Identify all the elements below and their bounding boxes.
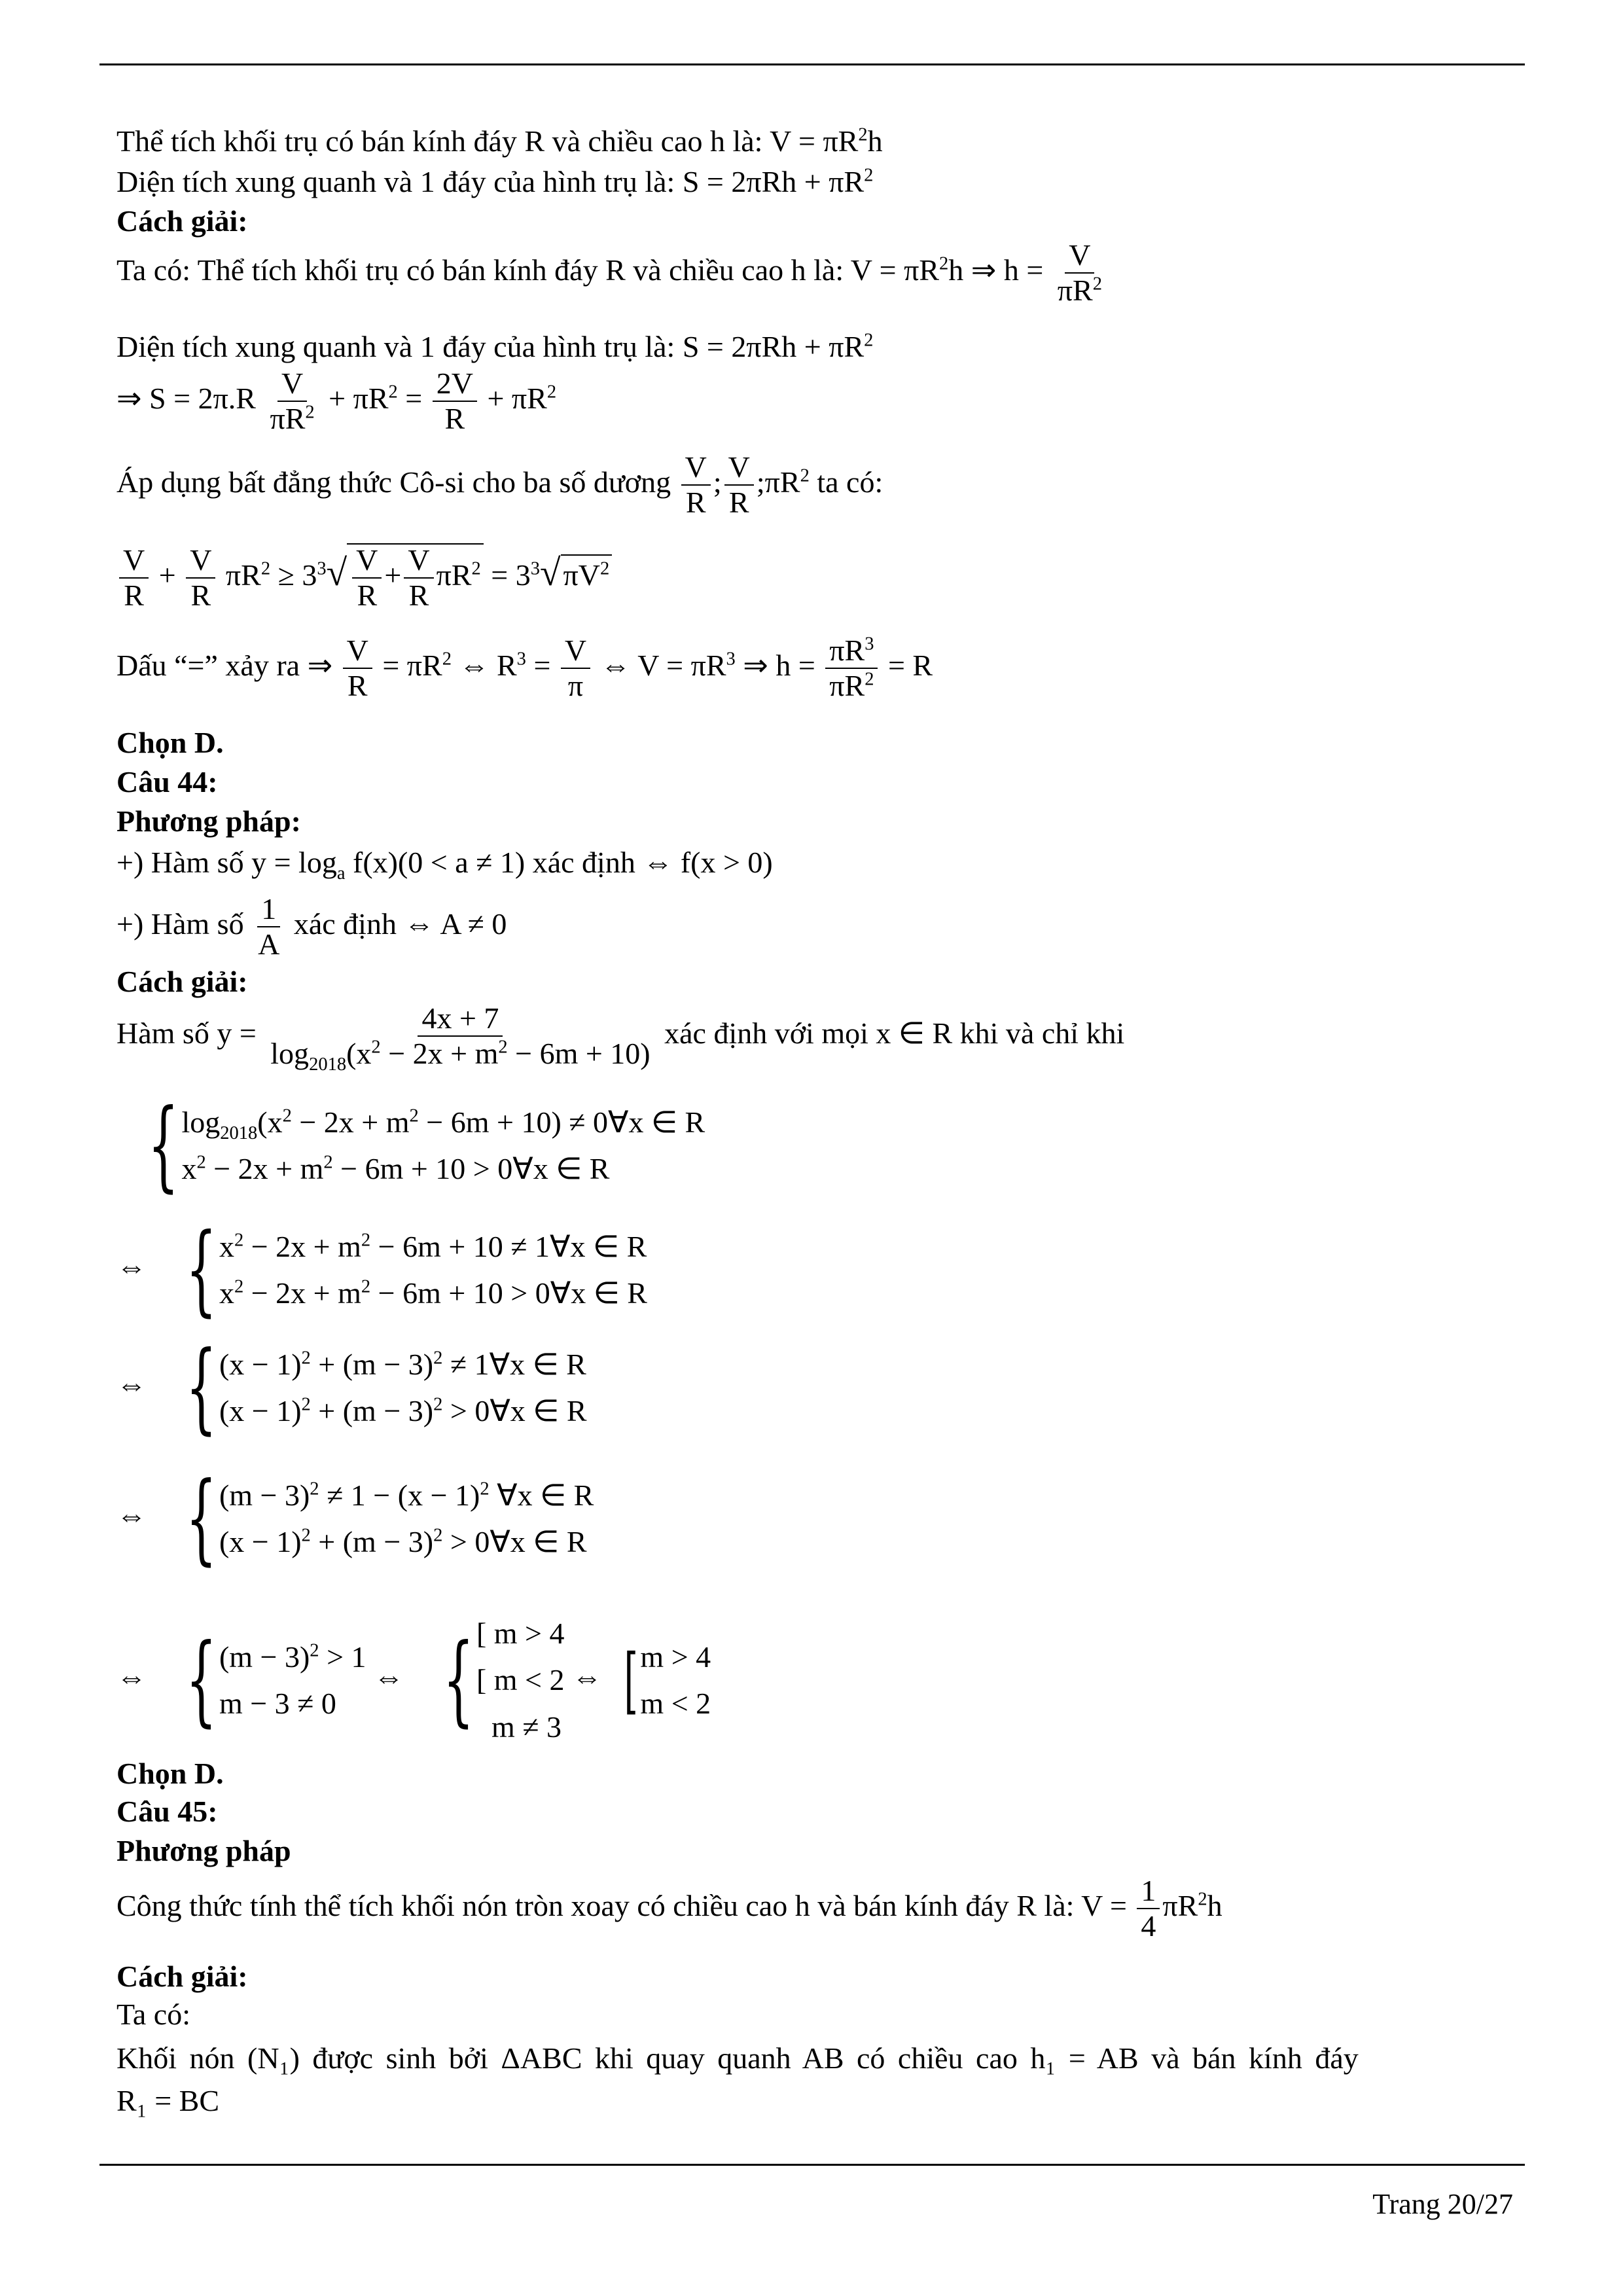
text: Dấu “=” xảy ra	[116, 648, 300, 682]
line-cone-n1: Khối nón (N₁) được sinh bởi ΔABC khi quay quanh AB có chiều cao h₁ = AB và bán kính đáy	[116, 2041, 1359, 2075]
fraction: $\frac{V}{R}$	[186, 545, 215, 612]
heading-cach-giai-2: Cách giải:	[116, 965, 248, 998]
line-equality: Dấu “=” xảy ra ⇒ $\frac{V}{R}$ = $\pi R^2$ ⇔ $R^3$ = $\frac{V}{\pi}$ ⇔ $V = \pi R^3$ ⇒ h = $\frac{\pi R^3}{\pi R^2}$ = R	[116, 634, 933, 703]
line-area-2: Diện tích xung quanh và 1 đáy của hình trụ là: $S = 2\pi Rh + \pi R^2$	[116, 330, 874, 363]
text: Thể tích khối trụ có bán kính đáy R và chiều cao h là:	[116, 124, 763, 158]
text: +) Hàm số	[116, 906, 244, 941]
fraction: $\frac{V}{R}$	[724, 452, 754, 519]
fraction: $\frac{V}{R}$	[119, 545, 149, 612]
fraction: $\frac{1}{4}$	[1137, 1875, 1160, 1943]
fraction: $\frac{V}{R}$	[343, 635, 372, 702]
footer-rule	[99, 2164, 1525, 2166]
line-ta-co: Ta có:	[116, 1998, 191, 2031]
answer-1: Chọn D.	[116, 726, 224, 759]
system-2: ⇔ { $x^2 - 2x + m^2 - 6m + 10$ ≠ 1∀x ∈ R $x^2 - 2x + m^2 - 6m + 10$ > 0∀x ∈ R	[116, 1213, 647, 1327]
line-log-domain: +) Hàm số $y = \log_a f(x)(0 < a \ne 1)$ xác định ⇔ f(x > 0)	[116, 846, 773, 884]
text: Diện tích xung quanh và 1 đáy của hình trụ là:	[116, 165, 675, 198]
fraction: $\frac{\pi R^3}{\pi R^2}$	[825, 635, 878, 702]
fraction: $\frac{V}{R}$	[681, 452, 711, 519]
page-number: Trang 20/27	[1372, 2188, 1513, 2220]
text: xác định với mọi	[664, 1016, 868, 1050]
line-r1: R₁ = BC	[116, 2084, 220, 2117]
fraction: $\frac{1}{A}$	[258, 892, 280, 961]
answer-2: Chọn D.	[116, 1757, 224, 1790]
system-3: ⇔ { $(x - 1)^2 + (m - 3)^2$ ≠ 1∀x ∈ R $(x - 1)^2 + (m - 3)^2$ > 0∀x ∈ R	[116, 1331, 587, 1444]
fraction: $\frac{V}{\pi}$	[561, 635, 590, 702]
fraction: $\frac{V}{R}$	[352, 545, 382, 612]
text: Áp dụng bất đẳng thức Cô-si cho ba số dương	[116, 465, 671, 499]
header-rule	[99, 63, 1525, 65]
line-cauchy: Áp dụng bất đẳng thức Cô-si cho ba số dương $\frac{V}{R}$ ; $\frac{V}{R}$ $;\pi R^2$ ta có:	[116, 450, 883, 520]
line-s-substitution: ⇒ S = 2π.R $\frac{V}{\pi R^2}$ + $\pi R^2$ = $\frac{2V}{R}$ + $\pi R^2$	[116, 367, 557, 436]
system-1: { $\log_{2018}(x^2 - 2x + m^2 - 6m + 10)$ ≠ 0∀x ∈ R $x^2 - 2x + m^2 - 6m + 10$ > 0∀x ∈ R	[147, 1088, 705, 1202]
line-solution-1: Ta có: Thể tích khối trụ có bán kính đáy R và chiều cao h là: $V = \pi R^2h$ ⇒ h = $\frac{V}{\pi R^2}$	[116, 240, 1109, 307]
text: +) Hàm số	[116, 846, 244, 879]
heading-cau-44: Câu 44:	[116, 765, 218, 798]
text: khi và chỉ khi	[959, 1016, 1125, 1050]
heading-phuong-phap-44: Phương pháp:	[116, 804, 301, 838]
line-cone-formula: Công thức tính thể tích khối nón tròn xoay có chiều cao h và bán kính đáy R là: V = $\frac{1}{4}$ $\pi R^2h$	[116, 1874, 1222, 1943]
text: Diện tích xung quanh và 1 đáy của hình trụ là:	[116, 330, 675, 363]
fraction: $\frac{V}{\pi R^2}$	[1057, 238, 1102, 308]
text: ta có:	[817, 465, 883, 499]
line-function: Hàm số y = $\frac{4x + 7}{\log_{2018}(x^2 - 2x + m^2 - 6m + 10)}$ xác định với mọi x ∈ R khi và chỉ khi	[116, 1001, 1125, 1075]
heading-phuong-phap-45: Phương pháp	[116, 1834, 291, 1867]
line-volume-formula: Thể tích khối trụ có bán kính đáy R và chiều cao h là: $V = \pi R^2h$	[116, 124, 883, 158]
heading-cau-45: Câu 45:	[116, 1795, 218, 1828]
fraction: $\frac{4x + 7}{\log_{2018}(x^2 - 2x + m^2 - 6m + 10)}$	[270, 1001, 651, 1075]
text: xác định	[293, 906, 397, 941]
line-fraction-domain: +) Hàm số $\frac{1}{A}$ xác định ⇔ A ≠ 0	[116, 892, 507, 961]
fraction: $\frac{V}{R}$	[404, 545, 433, 612]
text: Hàm số	[116, 1016, 209, 1050]
heading-cach-giai-1: Cách giải:	[116, 204, 248, 238]
heading-cach-giai-3: Cách giải:	[116, 1960, 248, 1993]
system-4: ⇔ { $(m - 3)^2 \ne 1 - (x - 1)^2$ ∀x ∈ R $(x - 1)^2 + (m - 3)^2$ > 0∀x ∈ R	[116, 1462, 594, 1575]
text: Ta có: Thể tích khối trụ có bán kính đáy R và chiều cao h là:	[116, 253, 844, 287]
text: xác định	[532, 846, 635, 879]
text: Công thức tính thể tích khối nón tròn xoay có chiều cao h và bán kính đáy R là:	[116, 1888, 1075, 1922]
fraction: $\frac{2V}{R}$	[433, 368, 477, 435]
system-5: ⇔ { $(m - 3)^2 > 1$ m − 3 ≠ 0 ⇔ { [ m > 4 [ m < 2 m ≠ 3 ⇔ [ m > 4 m < 2	[116, 1617, 711, 1744]
line-cauchy-inequality: $\frac{V}{R}$ + $\frac{V}{R}$ $\pi R^2 \ge 3^3√$ $\frac{V}{R}$ + $\frac{V}{R}$ $\pi R^2 = 3^3√\pi V^2$	[116, 543, 612, 612]
fraction: $\frac{V}{\pi R^2}$	[270, 367, 315, 436]
line-area-formula: Diện tích xung quanh và 1 đáy của hình trụ là: $S = 2\pi Rh + \pi R^2$	[116, 165, 874, 198]
